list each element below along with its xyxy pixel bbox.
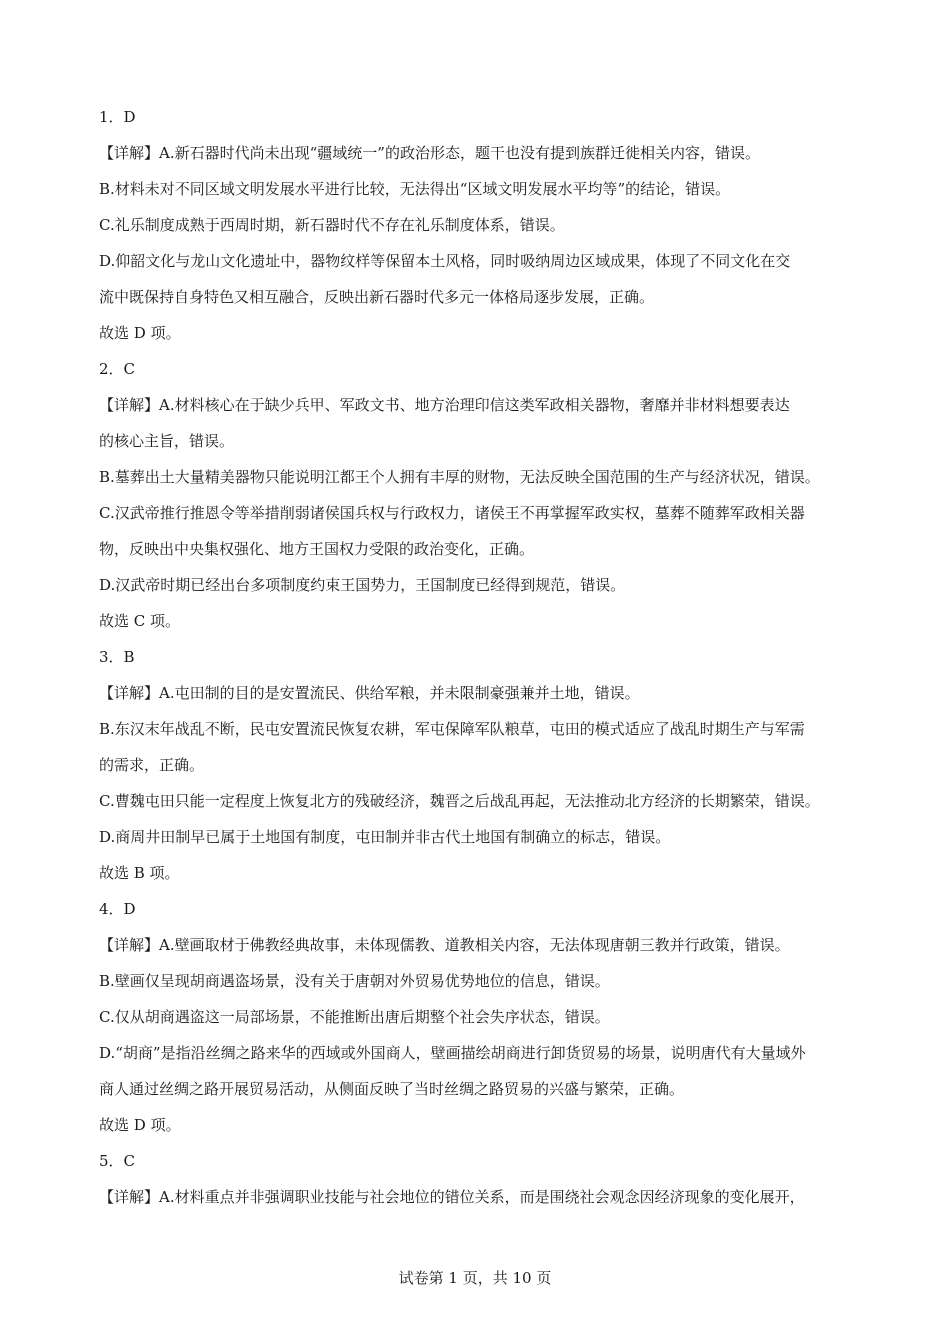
line: 商人通过丝绸之路开展贸易活动，从侧面反映了当时丝绸之路贸易的兴盛与繁荣，正确。 (99, 1080, 685, 1098)
line: 【详解】A.壁画取材于佛教经典故事，未体现儒教、道教相关内容，无法体现唐朝三教并行政策，错误。 (99, 936, 790, 954)
line: 故选 D 项。 (99, 1116, 181, 1134)
line: D.商周井田制早已属于土地国有制度，屯田制并非古代土地国有制确立的标志，错误。 (99, 828, 671, 846)
line: B.壁画仅呈现胡商遇盗场景，没有关于唐朝对外贸易优势地位的信息，错误。 (99, 972, 610, 990)
line: C.汉武帝推行推恩令等举措削弱诸侯国兵权与行政权力，诸侯王不再掌握军政实权，墓葬不随葬军政相关器 (99, 504, 805, 522)
line: B.东汉末年战乱不断，民屯安置流民恢复农耕，军屯保障军队粮草，屯田的模式适应了战乱时期生产与军需 (99, 720, 805, 738)
line: 物，反映出中央集权强化、地方王国权力受限的政治变化，正确。 (99, 540, 535, 558)
line: C.曹魏屯田只能一定程度上恢复北方的残破经济，魏晋之后战乱再起，无法推动北方经济的长期繁荣，错误。 (99, 792, 820, 810)
line: 流中既保持自身特色又相互融合，反映出新石器时代多元一体格局逐步发展，正确。 (99, 288, 655, 306)
line: 1．D (99, 108, 136, 126)
line: 【详解】A.新石器时代尚未出现“疆域统一”的政治形态，题干也没有提到族群迁徙相关内容，错误。 (99, 144, 760, 162)
line: C.仅从胡商遇盗这一局部场景，不能推断出唐后期整个社会失序状态，错误。 (99, 1008, 610, 1026)
line: 【详解】A.材料核心在于缺少兵甲、军政文书、地方治理印信这类军政相关器物，奢靡并非材料想要表达 (99, 396, 790, 414)
line: 故选 B 项。 (99, 864, 180, 882)
answer-content (99, 99, 859, 1215)
line: D.汉武帝时期已经出台多项制度约束王国势力，王国制度已经得到规范，错误。 (99, 576, 626, 594)
line: D.“胡商”是指沿丝绸之路来华的西域或外国商人，壁画描绘胡商进行卸货贸易的场景，说明唐代有大量域外 (99, 1044, 806, 1062)
line: D.仰韶文化与龙山文化遗址中，器物纹样等保留本土风格，同时吸纳周边区域成果，体现了不同文化在交 (99, 252, 791, 270)
line: 故选 D 项。 (99, 324, 181, 342)
line: 5．C (99, 1152, 136, 1170)
page-footer: 试卷第 1 页，共 10 页 (398, 1269, 552, 1287)
line: 【详解】A.材料重点并非强调职业技能与社会地位的错位关系，而是围绕社会观念因经济现象的变化展开， (99, 1188, 805, 1206)
line: 【详解】A.屯田制的目的是安置流民、供给军粮，并未限制豪强兼并土地，错误。 (99, 684, 640, 702)
line: 2．C (99, 360, 136, 378)
line: C.礼乐制度成熟于西周时期，新石器时代不存在礼乐制度体系，错误。 (99, 216, 565, 234)
line: 3．B (99, 648, 135, 666)
line: 4．D (99, 900, 136, 918)
line: 的需求，正确。 (99, 756, 205, 774)
line: 的核心主旨，错误。 (99, 432, 235, 450)
line: 故选 C 项。 (99, 612, 181, 630)
line: B.墓葬出土大量精美器物只能说明江都王个人拥有丰厚的财物，无法反映全国范围的生产与经济状况，错误。 (99, 468, 820, 486)
line: B.材料未对不同区域文明发展水平进行比较，无法得出“区域文明发展水平均等”的结论，错误。 (99, 180, 731, 198)
